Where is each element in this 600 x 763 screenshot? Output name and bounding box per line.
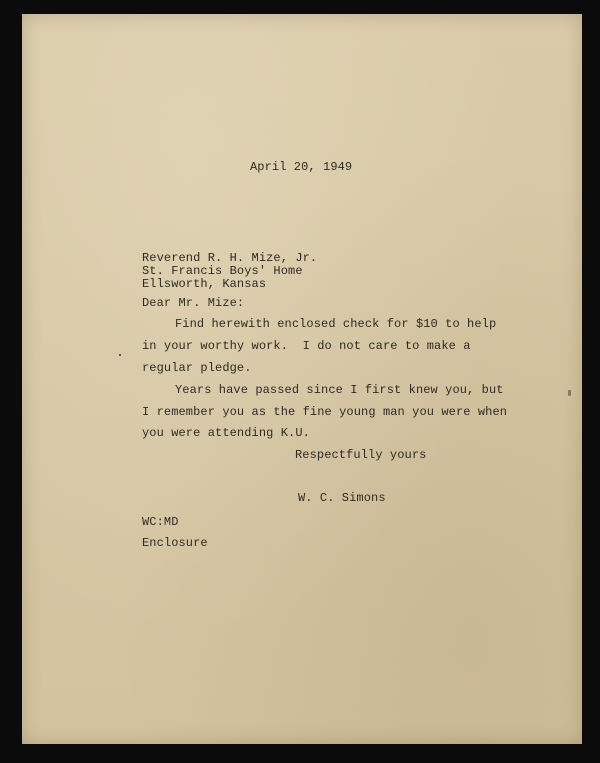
- body-line: in your worthy work. I do not care to make a: [142, 339, 471, 353]
- signature: W. C. Simons: [298, 491, 386, 505]
- body-line: you were attending K.U.: [142, 426, 310, 440]
- paper-speck: [568, 390, 571, 396]
- recipient-organization: St. Francis Boys' Home: [142, 264, 303, 278]
- body-line: Years have passed since I first knew you, but: [175, 383, 504, 397]
- body-line: regular pledge.: [142, 361, 252, 375]
- recipient-location: Ellsworth, Kansas: [142, 277, 267, 291]
- salutation: Dear Mr. Mize:: [142, 296, 245, 310]
- closing: Respectfully yours: [295, 448, 427, 462]
- recipient-name: Reverend R. H. Mize, Jr.: [142, 251, 318, 265]
- letter-page: [22, 14, 582, 744]
- typist-initials: WC:MD: [142, 515, 179, 529]
- body-line: Find herewith enclosed check for $10 to help: [175, 317, 497, 331]
- enclosure-note: Enclosure: [142, 536, 208, 550]
- paper-speck: [119, 354, 121, 356]
- letter-date: April 20, 1949: [250, 160, 353, 174]
- body-line: I remember you as the fine young man you were when: [142, 405, 508, 419]
